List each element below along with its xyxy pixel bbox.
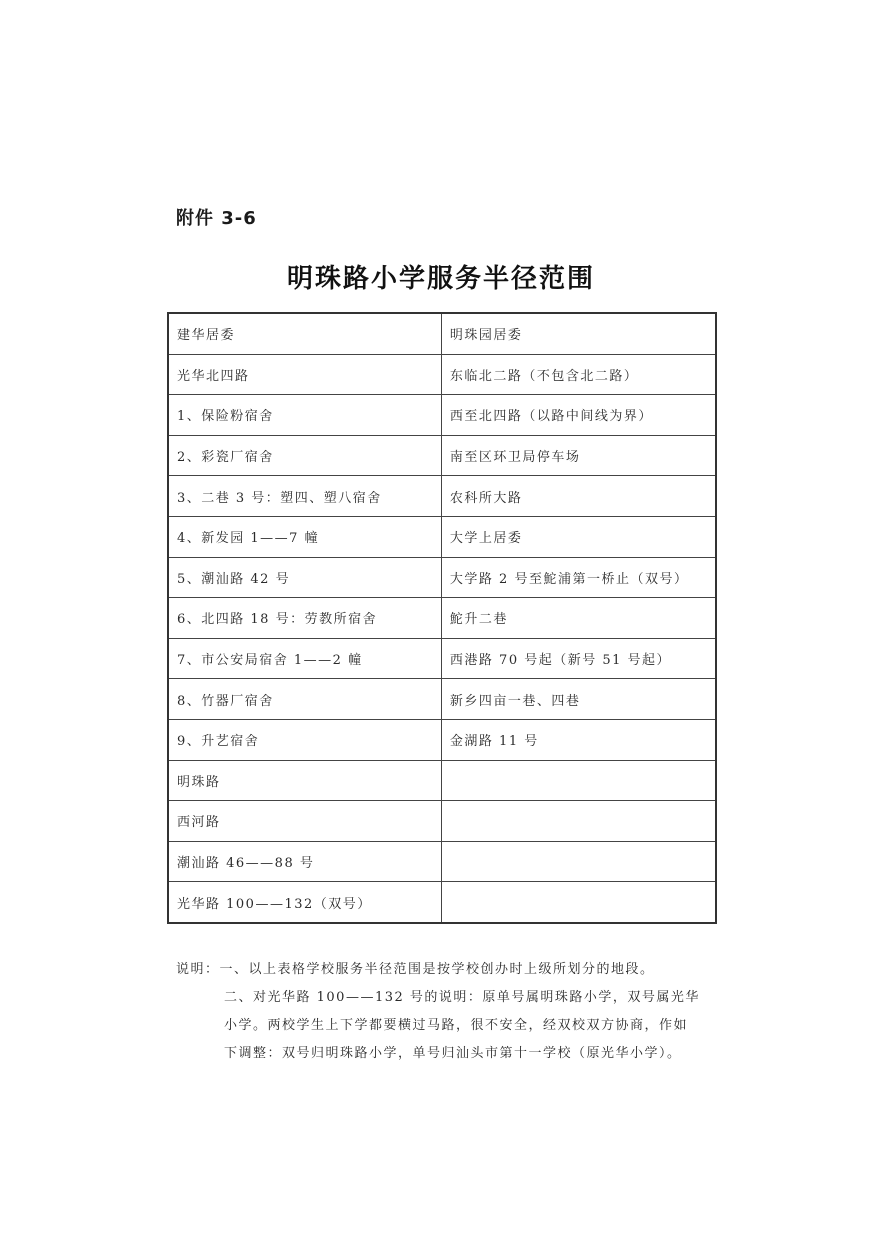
table-cell: 农科所大路 (441, 476, 716, 517)
note-line: 说明：一、以上表格学校服务半径范围是按学校创办时上级所划分的地段。 (176, 962, 655, 977)
table-row (168, 638, 716, 679)
table-cell: 大学路 2 号至鮀浦第一桥止（双号） (441, 557, 716, 598)
table-cell: 明珠路 (168, 760, 441, 801)
table-cell: 建华居委 (168, 313, 441, 354)
attachment-label: 附件 3-6 (176, 208, 257, 229)
table-cell: 光华路 100——132（双号） (168, 882, 441, 923)
table-cell: 2、彩瓷厂宿舍 (168, 435, 441, 476)
notes-section (176, 956, 716, 1068)
table-row (168, 395, 716, 436)
table-cell (441, 801, 716, 842)
table-cell: 鮀升二巷 (441, 598, 716, 639)
table-cell: 6、北四路 18 号：劳教所宿舍 (168, 598, 441, 639)
table-row (168, 313, 716, 354)
table-row (168, 476, 716, 517)
table-row (168, 557, 716, 598)
table-cell: 9、升艺宿舍 (168, 719, 441, 760)
table-cell: 5、潮汕路 42 号 (168, 557, 441, 598)
table-row (168, 598, 716, 639)
table-cell (441, 882, 716, 923)
note-line: 下调整：双号归明珠路小学，单号归汕头市第十一学校（原光华小学）。 (224, 1046, 682, 1061)
table-row (168, 435, 716, 476)
table-cell (441, 841, 716, 882)
table-cell: 南至区环卫局停车场 (441, 435, 716, 476)
table-cell: 大学上居委 (441, 516, 716, 557)
table-row (168, 516, 716, 557)
table-cell: 3、二巷 3 号：塑四、塑八宿舍 (168, 476, 441, 517)
table-cell: 西港路 70 号起（新号 51 号起） (441, 638, 716, 679)
table-cell: 西河路 (168, 801, 441, 842)
table-cell: 明珠园居委 (441, 313, 716, 354)
page-title: 明珠路小学服务半径范围 (286, 264, 595, 294)
table-row (168, 719, 716, 760)
table-cell: 7、市公安局宿舍 1——2 幢 (168, 638, 441, 679)
table-cell: 东临北二路（不包含北二路） (441, 354, 716, 395)
table-row (168, 841, 716, 882)
table-cell: 光华北四路 (168, 354, 441, 395)
service-range-table (167, 312, 717, 924)
table-cell (441, 760, 716, 801)
table-cell: 西至北四路（以路中间线为界） (441, 395, 716, 436)
table-cell: 1、保险粉宿舍 (168, 395, 441, 436)
table-row (168, 760, 716, 801)
table-cell: 新乡四亩一巷、四巷 (441, 679, 716, 720)
table-row (168, 679, 716, 720)
note-line: 小学。两校学生上下学都要横过马路，很不安全，经双校双方协商，作如 (224, 1018, 689, 1033)
table-cell: 8、竹器厂宿舍 (168, 679, 441, 720)
table-cell: 金湖路 11 号 (441, 719, 716, 760)
table-cell: 4、新发园 1——7 幢 (168, 516, 441, 557)
table-row (168, 354, 716, 395)
table-row (168, 882, 716, 923)
table-row (168, 801, 716, 842)
note-line: 二、对光华路 100——132 号的说明：原单号属明珠路小学，双号属光华 (224, 990, 700, 1005)
table-cell: 潮汕路 46——88 号 (168, 841, 441, 882)
